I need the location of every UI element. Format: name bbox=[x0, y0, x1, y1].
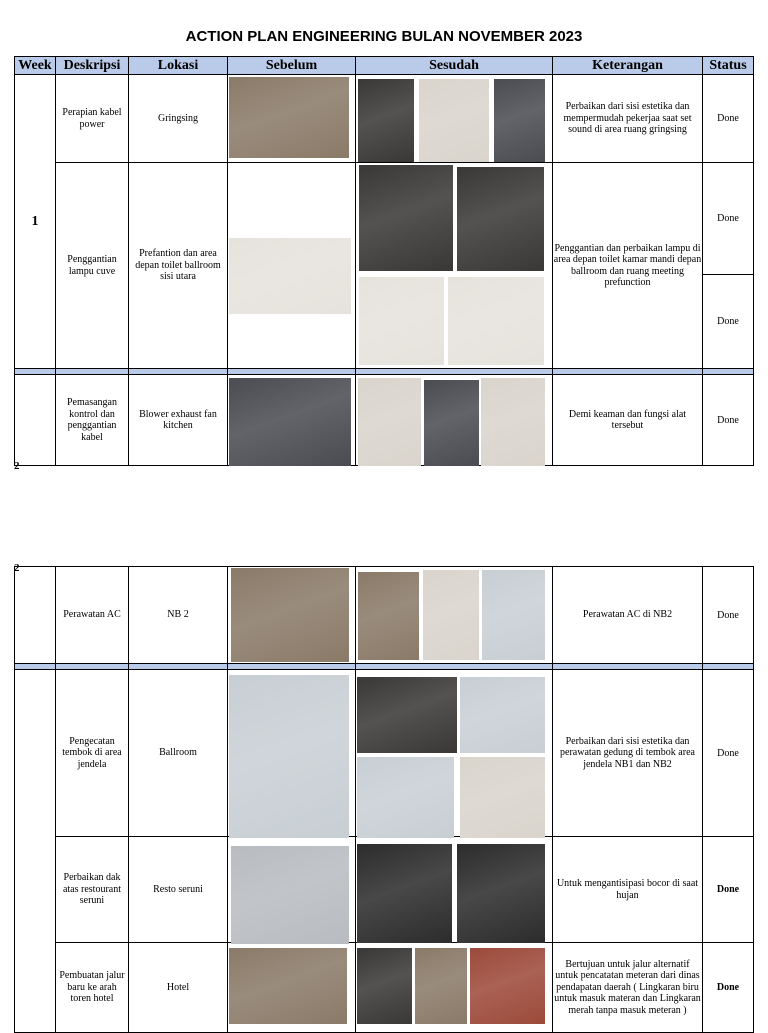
header-week: Week bbox=[15, 57, 56, 75]
status-cell: Done bbox=[703, 163, 754, 275]
keterangan-cell: Bertujuan untuk jalur alternatif untuk pencatatan meteran dari dinas pendapatan daerah ( Lingkaran biru untuk masuk materan dan Lingkaran merah tanpa masuk meteran ) bbox=[553, 943, 703, 1033]
week-cell bbox=[15, 670, 56, 1033]
week-cell bbox=[15, 567, 56, 664]
photo-ac-after bbox=[482, 570, 545, 660]
deskripsi-cell: Penggantian lampu cuve bbox=[56, 163, 129, 369]
keterangan-cell: Perbaikan dari sisi estetika dan perawatan gedung di tembok area jendela NB1 dan NB2 bbox=[553, 670, 703, 837]
photo-tembok-after bbox=[460, 757, 545, 838]
photo-blower-after bbox=[424, 380, 479, 466]
photo-jalur-after bbox=[415, 948, 467, 1024]
photo-blower-after bbox=[358, 378, 421, 466]
header-lokasi: Lokasi bbox=[129, 57, 228, 75]
lokasi-cell: Hotel bbox=[129, 943, 228, 1033]
page-break-mark: 2 bbox=[14, 460, 20, 472]
photo-blower-before bbox=[229, 378, 351, 466]
deskripsi-cell: Pembuatan jalur baru ke arah toren hotel bbox=[56, 943, 129, 1033]
header-sesudah: Sesudah bbox=[356, 57, 553, 75]
status-cell: Done bbox=[703, 567, 754, 664]
photo-dak-after bbox=[357, 844, 452, 943]
status-cell: Done bbox=[703, 943, 754, 1033]
photo-tembok-after bbox=[460, 677, 545, 753]
photo-dak-before bbox=[231, 846, 349, 944]
photo-lampu-after bbox=[448, 277, 544, 365]
photo-jalur-after bbox=[357, 948, 412, 1024]
status-cell: Done bbox=[703, 275, 754, 369]
photo-dak-after bbox=[457, 844, 545, 943]
status-cell: Done bbox=[703, 670, 754, 837]
photo-gringsing-after bbox=[494, 79, 545, 162]
page-title: ACTION PLAN ENGINEERING BULAN NOVEMBER 2023 bbox=[185, 28, 583, 45]
keterangan-cell: Perbaikan dari sisi estetika dan mempermudah pekerjaa saat set sound di area ruang gringsing bbox=[553, 75, 703, 163]
status-cell: Done bbox=[703, 837, 754, 943]
deskripsi-cell: Pemasangan kontrol dan penggantian kabel bbox=[56, 375, 129, 466]
photo-lampu-before bbox=[229, 238, 351, 314]
photo-lampu-after bbox=[359, 165, 453, 271]
photo-ac-before bbox=[231, 568, 349, 662]
photo-tembok-after bbox=[357, 677, 457, 753]
lokasi-cell: Resto seruni bbox=[129, 837, 228, 943]
photo-ac-after bbox=[358, 572, 419, 660]
status-cell: Done bbox=[703, 75, 754, 163]
photo-tembok-before bbox=[229, 675, 349, 838]
photo-lampu-after bbox=[359, 277, 444, 365]
keterangan-cell: Untuk mengantisipasi bocor di saat hujan bbox=[553, 837, 703, 943]
header-sebelum: Sebelum bbox=[228, 57, 356, 75]
page-break-mark: 2 bbox=[14, 562, 20, 574]
photo-blower-after bbox=[481, 378, 545, 466]
keterangan-cell: Penggantian dan perbaikan lampu di area depan toilet kamar mandi depan ballroom dan ruang meeting prefunction bbox=[553, 163, 703, 369]
week-cell bbox=[15, 375, 56, 466]
photo-ac-after bbox=[423, 570, 479, 660]
status-cell: Done bbox=[703, 375, 754, 466]
lokasi-cell: Ballroom bbox=[129, 670, 228, 837]
lokasi-cell: Prefantion dan area depan toilet ballroom sisi utara bbox=[129, 163, 228, 369]
keterangan-cell: Perawatan AC di NB2 bbox=[553, 567, 703, 664]
deskripsi-cell: Perbaikan dak atas restourant seruni bbox=[56, 837, 129, 943]
week-number: 1 bbox=[15, 75, 56, 369]
photo-lampu-after bbox=[457, 167, 544, 271]
header-keterangan: Keterangan bbox=[553, 57, 703, 75]
header-deskripsi: Deskripsi bbox=[56, 57, 129, 75]
photo-gringsing-after bbox=[358, 79, 414, 162]
lokasi-cell: Blower exhaust fan kitchen bbox=[129, 375, 228, 466]
lokasi-cell: Gringsing bbox=[129, 75, 228, 163]
photo-gringsing-after bbox=[419, 79, 489, 162]
deskripsi-cell: Pengecatan tembok di area jendela bbox=[56, 670, 129, 837]
lokasi-cell: NB 2 bbox=[129, 567, 228, 664]
deskripsi-cell: Perapian kabel power bbox=[56, 75, 129, 163]
deskripsi-cell: Perawatan AC bbox=[56, 567, 129, 664]
photo-jalur-after bbox=[470, 948, 545, 1024]
photo-gringsing-before bbox=[229, 77, 349, 158]
keterangan-cell: Demi keaman dan fungsi alat tersebut bbox=[553, 375, 703, 466]
header-status: Status bbox=[703, 57, 754, 75]
photo-tembok-after bbox=[357, 757, 454, 838]
photo-jalur-before bbox=[229, 948, 347, 1024]
header-row bbox=[15, 57, 754, 75]
